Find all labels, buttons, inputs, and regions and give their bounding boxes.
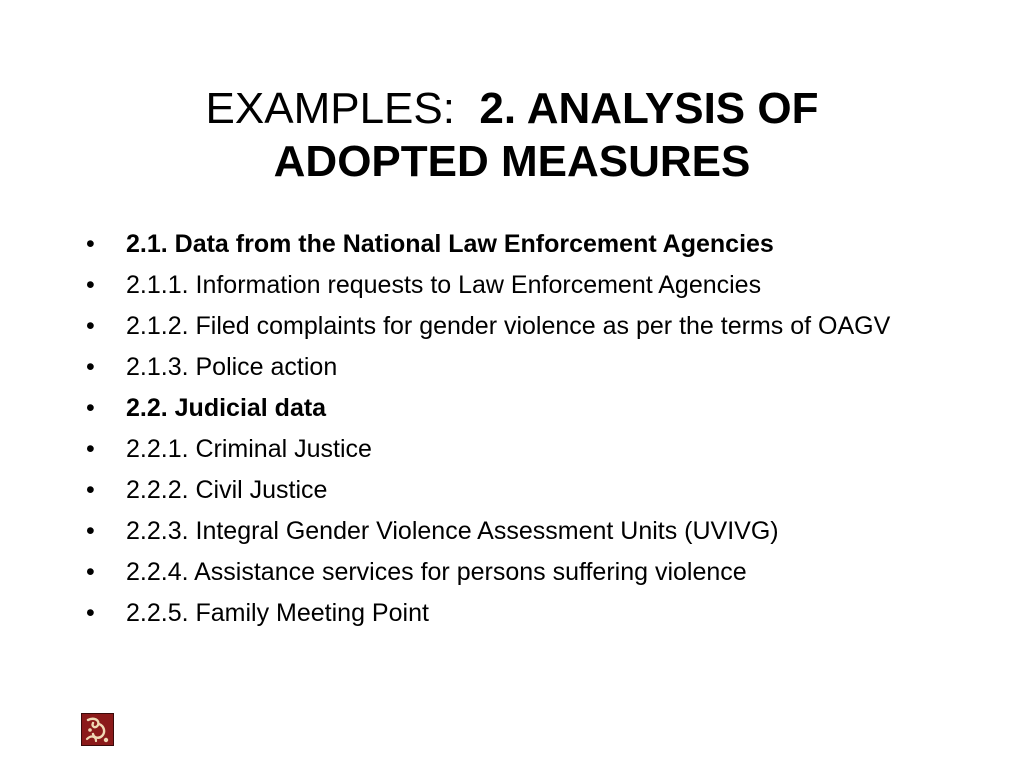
list-item-text: 2.2.5. Family Meeting Point [126,599,429,627]
list-item [86,515,946,547]
emblem-logo-icon [81,713,114,746]
list-item-text: 2.2.3. Integral Gender Violence Assessment Units (UVIVG) [126,517,779,545]
list-item-text: 2.2.4. Assistance services for persons suffering violence [126,558,747,586]
bullet-icon: • [86,435,95,463]
list-item [86,392,946,424]
list-item-text: 2.1.3. Police action [126,353,338,381]
list-item [86,433,946,465]
emblem-logo-graphic [82,714,113,745]
list-item-text: 2.1.2. Filed complaints for gender violence as per the terms of OAGV [126,312,891,340]
bullet-icon: • [86,271,95,299]
list-item [86,474,946,506]
list-item [86,269,946,301]
list-item-text: 2.1.1. Information requests to Law Enforcement Agencies [126,271,762,299]
bullet-icon: • [86,558,95,586]
title-prefix: EXAMPLES: [205,84,455,133]
bullet-icon: • [86,353,95,381]
list-item [86,228,946,260]
list-item [86,597,946,629]
list-item [86,556,946,588]
list-item-text: 2.1. Data from the National Law Enforcement Agencies [126,230,774,258]
title-main-line1: 2. ANALYSIS OF [479,84,819,133]
list-item [86,310,946,342]
bullet-icon: • [86,312,95,340]
list-item-text: 2.2.2. Civil Justice [126,476,328,504]
bullet-icon: • [86,230,95,258]
bullet-icon: • [86,394,95,422]
bullet-list [86,228,946,638]
bullet-icon: • [86,599,95,627]
list-item-text: 2.2. Judicial data [126,394,327,422]
bullet-icon: • [86,476,95,504]
slide-title [0,82,1024,188]
title-main-line2: ADOPTED MEASURES [273,137,751,186]
list-item [86,351,946,383]
list-item-text: 2.2.1. Criminal Justice [126,435,372,463]
bullet-icon: • [86,517,95,545]
